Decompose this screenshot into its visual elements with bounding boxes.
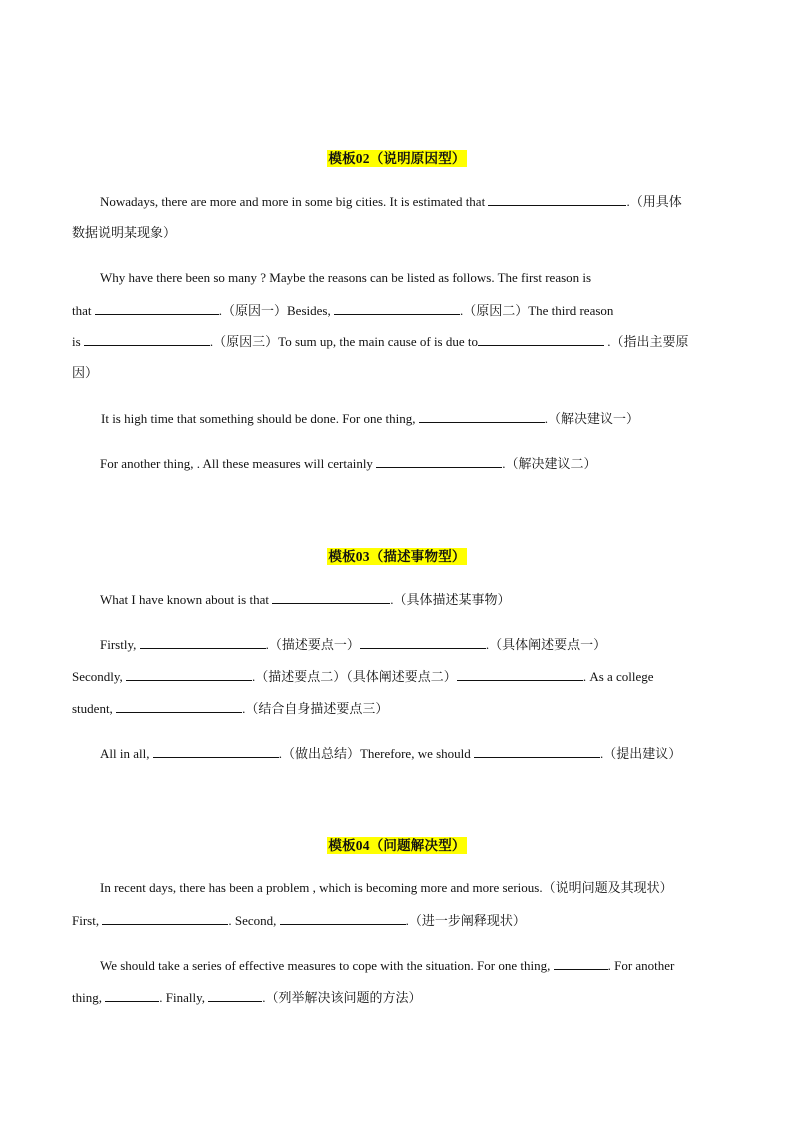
fill-blank[interactable] [554, 957, 608, 970]
text: .（解决建议二） [502, 456, 597, 471]
text: .（用具体 [626, 194, 682, 209]
paragraph-line [72, 700, 732, 717]
fill-blank[interactable] [474, 745, 600, 758]
paragraph-line [72, 193, 760, 210]
text: student, [72, 701, 117, 716]
paragraph-line [72, 410, 761, 427]
fill-blank[interactable] [488, 193, 626, 206]
text: Nowadays, there are more and more in some big cities. It is estimated that [100, 194, 489, 209]
text: .（进一步阐释现状） [405, 913, 526, 928]
paragraph-line [72, 636, 760, 653]
text: .（原因二）The third reason [459, 303, 614, 318]
text: . As a college [582, 669, 654, 684]
text: 数据说明某现象） [72, 225, 177, 240]
text: . Finally, [159, 990, 209, 1005]
text: .（列举解决该问题的方法） [262, 990, 422, 1005]
heading-text: 模板02（说明原因型） [328, 151, 466, 166]
text: .（描述要点一） [265, 637, 360, 652]
text: that [72, 303, 95, 318]
fill-blank[interactable] [208, 989, 262, 1002]
fill-blank[interactable] [360, 636, 486, 649]
text: It is high time that something should be done. For one thing, [101, 411, 419, 426]
fill-blank[interactable] [334, 302, 460, 315]
paragraph-line [72, 270, 760, 286]
fill-blank[interactable] [280, 912, 406, 925]
text: .（指出主要原 [604, 334, 689, 349]
paragraph-line [72, 225, 732, 241]
text: .（做出总结）Therefore, we should [278, 746, 475, 761]
paragraph-line [72, 668, 732, 685]
paragraph-line [72, 365, 732, 381]
paragraph-line [72, 333, 732, 350]
fill-blank[interactable] [376, 455, 502, 468]
document-page [72, 0, 722, 1123]
paragraph-line [72, 302, 732, 319]
paragraph-line [72, 745, 760, 762]
text: .（具体描述某事物） [390, 592, 511, 607]
fill-blank[interactable] [95, 302, 219, 315]
text: . For another [607, 958, 675, 973]
fill-blank[interactable] [478, 333, 604, 346]
text: Firstly, [100, 637, 140, 652]
paragraph-line [72, 957, 760, 974]
fill-blank[interactable] [140, 636, 266, 649]
paragraph-line [72, 989, 732, 1006]
text: thing, [72, 990, 106, 1005]
paragraph-line [72, 455, 760, 472]
fill-blank[interactable] [419, 410, 545, 423]
text: Secondly, [72, 669, 127, 684]
text: First, [72, 913, 103, 928]
fill-blank[interactable] [272, 591, 390, 604]
section-heading-03 [72, 545, 722, 566]
fill-blank[interactable] [105, 989, 159, 1002]
fill-blank[interactable] [116, 700, 242, 713]
text: .（结合自身描述要点三） [242, 701, 389, 716]
section-heading-02 [72, 147, 722, 168]
heading-text: 模板03（描述事物型） [328, 549, 466, 564]
heading-text: 模板04（问题解决型） [328, 838, 466, 853]
fill-blank[interactable] [153, 745, 279, 758]
section-heading-04 [72, 834, 722, 855]
text: .（提出建议） [600, 746, 682, 761]
text: .（原因一）Besides, [218, 303, 334, 318]
text: .（描述要点二）（具体阐述要点二） [252, 669, 457, 684]
text: . Second, [228, 913, 280, 928]
fill-blank[interactable] [457, 668, 583, 681]
text: Why have there been so many ? Maybe the reasons can be listed as follows. The first reason is [100, 270, 592, 285]
paragraph-line [72, 880, 760, 896]
paragraph-line [72, 591, 760, 608]
text: 因） [72, 365, 99, 380]
text: We should take a series of effective measures to cope with the situation. For one thing, [100, 958, 554, 973]
text: .（原因三）To sum up, the main cause of is due to [209, 334, 479, 349]
text: All in all, [100, 746, 153, 761]
paragraph-line [72, 912, 732, 929]
text: For another thing, . All these measures will certainly [100, 456, 377, 471]
text: In recent days, there has been a problem , which is becoming more and more serious.（说明问题及其现状） [100, 880, 673, 895]
text: is [72, 334, 84, 349]
fill-blank[interactable] [126, 668, 252, 681]
fill-blank[interactable] [84, 333, 210, 346]
text: What I have known about is that [100, 592, 273, 607]
fill-blank[interactable] [102, 912, 228, 925]
text: .（解决建议一） [544, 411, 640, 426]
text: .（具体阐述要点一） [485, 637, 607, 652]
